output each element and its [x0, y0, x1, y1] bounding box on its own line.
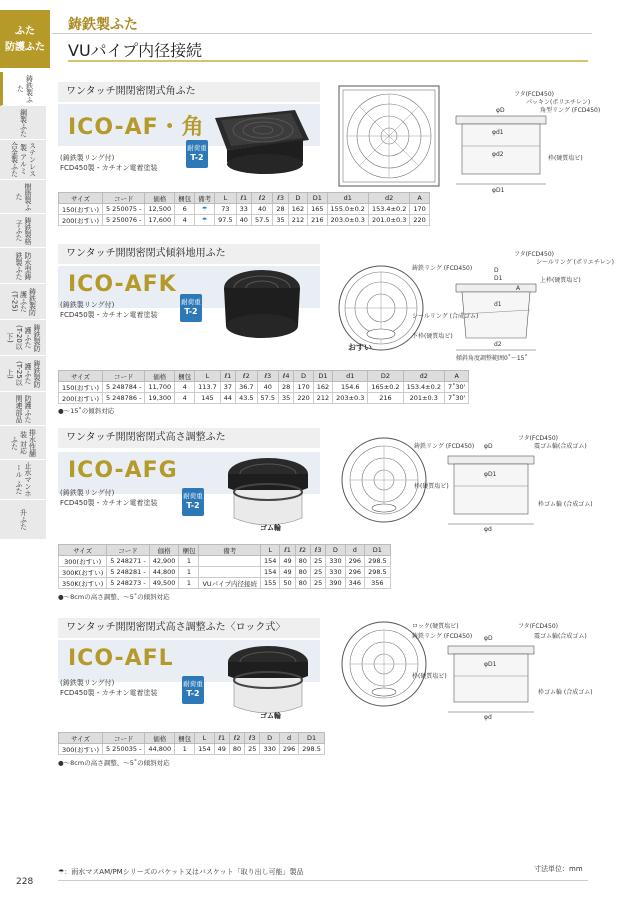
table-cell: 165±0.2 — [368, 382, 403, 393]
table-header-cell: D1 — [308, 193, 327, 204]
footnote: ☂：雨水マスAM/PMシリーズのバケット又はバスケット「取り出し可能」製品 — [58, 868, 304, 876]
sidebar-tab[interactable]: 升ふた — [0, 500, 46, 540]
drawing1-label-2: 角型リング (FCD450) — [540, 107, 601, 114]
table-cell: 44,800 — [149, 567, 179, 578]
table-cell: 80 — [295, 578, 310, 589]
table-header-cell: ℓ2 — [236, 371, 257, 382]
table-cell: 25 — [245, 744, 260, 755]
drawing2-label-10: d2 — [494, 341, 502, 348]
page-number: 228 — [16, 877, 34, 887]
table-cell: 12,500 — [145, 204, 175, 215]
table-header-cell: ℓ1 — [236, 193, 251, 204]
table-note-4: ●～8cmの高さ調整、～5˚の傾斜対応 — [58, 759, 170, 767]
spec-table-1 — [58, 192, 430, 226]
table-cell: 50 — [280, 578, 295, 589]
table-header-cell: D1 — [365, 545, 391, 556]
table-cell: 201±0.3 — [403, 393, 444, 404]
table-header-cell: サイズ — [59, 193, 103, 204]
product-note-2b: FCD450製・カチオン電着塗装 — [60, 311, 158, 319]
product-name-2: ICO-AFK — [68, 272, 177, 297]
table-cell: 35 — [279, 393, 294, 404]
table-cell: 296 — [279, 744, 298, 755]
table-header-cell: d — [345, 545, 364, 556]
drawing4-label-1: フタ(FCD450) — [518, 623, 558, 630]
table-header-cell: d2 — [368, 193, 409, 204]
table-cell: 154 — [195, 744, 214, 755]
table-cell: 220 — [410, 215, 429, 226]
table-cell: 80 — [295, 567, 310, 578]
drawing4-label-4: 枠(硬質塩ビ) — [412, 673, 447, 680]
table-cell: 216 — [368, 393, 403, 404]
table-cell: 113.7 — [195, 382, 221, 393]
table-cell: 1 — [179, 578, 199, 589]
table-header-cell: 梱包 — [175, 371, 195, 382]
table-header-cell: ℓ2 — [295, 545, 310, 556]
drawing3-label-5: φD — [484, 443, 493, 450]
table-cell: 300(おすい) — [59, 556, 107, 567]
drawing1-label-1: パッキン(ポリエチレン) — [526, 99, 591, 106]
table-cell: 25 — [310, 567, 325, 578]
table-header-cell: 備考 — [199, 545, 261, 556]
table-header-cell: サイズ — [59, 545, 107, 556]
table-header-cell: サイズ — [59, 371, 103, 382]
table-header-cell: d1 — [333, 371, 368, 382]
table-cell — [199, 567, 261, 578]
table-cell: 212 — [288, 215, 307, 226]
table-cell: 330 — [260, 744, 279, 755]
table-row — [59, 556, 391, 567]
table-header-cell: L — [195, 733, 214, 744]
product-note-2a: (鋳鉄製リング付) — [60, 301, 115, 309]
drawing2-label-0: フタ(FCD450) — [514, 251, 554, 258]
table-note-3: ●～8cmの高さ調整、～5˚の傾斜対応 — [58, 593, 170, 601]
table-header-cell: L — [215, 193, 236, 204]
table-cell: 298.5 — [365, 556, 391, 567]
drawing2-label-7: D — [494, 267, 499, 274]
product-name-1: ICO-AF・角 — [68, 115, 205, 140]
table-header-cell: D2 — [368, 371, 403, 382]
sidebar-tab[interactable]: 防護ふた 関連部品 — [0, 392, 46, 426]
table-header-cell: 梱包 — [175, 193, 195, 204]
badge-value: T-2 — [186, 501, 200, 510]
table-cell: 40 — [251, 204, 272, 215]
table-header-row — [59, 193, 430, 204]
table-cell: 330 — [326, 556, 345, 567]
product-band-4: ワンタッチ開閉密閉式高さ調整ふた〈ロック式〉 — [58, 618, 320, 638]
product-note-1b: FCD450製・カチオン電着塗装 — [60, 164, 158, 172]
table-header-cell: 梱包 — [175, 733, 195, 744]
drawing2-label-9: d1 — [494, 301, 502, 308]
drawing2-label-6: 傾斜角度調整範囲0˚～15˚ — [456, 355, 528, 362]
product-band-3: ワンタッチ開閉密閉式高さ調整ふた — [58, 428, 320, 448]
table-row — [59, 744, 325, 755]
product-note-3a: (鋳鉄製リング付) — [60, 489, 115, 497]
table-header-row — [59, 371, 469, 382]
table-cell: 153.4±0.2 — [368, 204, 409, 215]
sidebar-tab[interactable]: 排水性舗装 対応ふた — [0, 426, 46, 460]
drawing1-label-3: 枠(硬質塩ビ) — [548, 155, 583, 162]
table-cell — [199, 556, 261, 567]
table-header-cell: D — [260, 733, 279, 744]
table-cell: 73 — [215, 204, 236, 215]
table-cell: 6 — [175, 204, 195, 215]
table-header-cell: 備考 — [195, 193, 215, 204]
table-cell: 35 — [273, 215, 288, 226]
table-cell: 154.6 — [333, 382, 368, 393]
table-cell: 155.0±0.2 — [327, 204, 368, 215]
table-header-cell: A — [410, 193, 429, 204]
table-cell: 1 — [175, 744, 195, 755]
table-cell: 201.0±0.3 — [368, 215, 409, 226]
table-cell: 145 — [195, 393, 221, 404]
table-cell: 4 — [175, 382, 195, 393]
table-cell: 216 — [308, 215, 327, 226]
table-cell: 300K(おすい) — [59, 567, 107, 578]
table-header-cell: 価格 — [149, 545, 179, 556]
category-title: 鋳鉄製ふた — [68, 17, 138, 33]
drawing2-label-3: 上枠(硬質塩ビ) — [540, 277, 581, 284]
table-header-cell: D — [288, 193, 307, 204]
table-cell: 5 250075 - — [102, 204, 144, 215]
gold-divider — [68, 60, 588, 62]
table-cell: 4 — [175, 215, 195, 226]
table-row — [59, 578, 391, 589]
table-header-cell: D1 — [299, 733, 325, 744]
section-drawing-1 — [452, 86, 601, 194]
table-header-cell: ℓ3 — [273, 193, 288, 204]
table-cell: 200(おすい) — [59, 215, 103, 226]
table-cell: 44,800 — [145, 744, 175, 755]
table-row — [59, 204, 430, 215]
table-cell: 25 — [310, 578, 325, 589]
table-header-cell: ℓ3 — [245, 733, 260, 744]
table-cell: 5 248271 - — [107, 556, 149, 567]
drawing1-label-7: φD1 — [492, 187, 505, 194]
table-cell: 155 — [260, 578, 279, 589]
table-cell: 212 — [313, 393, 332, 404]
table-header-cell: L — [195, 371, 221, 382]
sidebar-tab[interactable]: 鋳鉄製防護ふた (T-25) — [0, 284, 46, 320]
table-cell: ☂ — [195, 204, 215, 215]
drawing4-label-2: 鋳鉄リング (FCD450) — [412, 633, 473, 640]
table-cell: 298.5 — [365, 567, 391, 578]
sidebar — [0, 0, 50, 900]
table-header-cell: コード — [107, 545, 149, 556]
page-subtitle: VUパイプ内径接続 — [68, 41, 203, 60]
sidebar-tab[interactable]: 鋳鉄製格子ふた — [0, 214, 46, 248]
product-band-1: ワンタッチ開閉密閉式角ふた — [58, 82, 320, 102]
drawing1-label-5: φd1 — [492, 129, 504, 136]
table-header-cell: 価格 — [145, 733, 175, 744]
rubber-label-3: ゴム輪 — [260, 524, 281, 532]
table-header-cell: ℓ2 — [251, 193, 272, 204]
product-photo-2 — [212, 262, 312, 348]
product-note-3b: FCD450製・カチオン電着塗装 — [60, 499, 158, 507]
table-header-row — [59, 733, 325, 744]
table-header-cell: D — [326, 545, 345, 556]
drawing3-label-1: 鋳鉄リング (FCD450) — [414, 443, 475, 450]
table-cell: 5 248273 - — [107, 578, 149, 589]
table-row — [59, 215, 430, 226]
table-cell: 330 — [326, 567, 345, 578]
drawing2-label-5: 下枠(硬質塩ビ) — [412, 333, 453, 340]
table-header-cell: D — [294, 371, 313, 382]
table-cell: 28 — [273, 204, 288, 215]
table-cell: 49 — [214, 744, 229, 755]
product-note-4a: (鋳鉄製リング付) — [60, 679, 115, 687]
table-header-cell: ℓ2 — [229, 733, 244, 744]
table-header-cell: コード — [102, 733, 144, 744]
product-name-3: ICO-AFG — [68, 458, 178, 483]
table-header-cell: L — [260, 545, 279, 556]
table-cell: 7˚30' — [444, 382, 468, 393]
table-cell: 57.5 — [251, 215, 272, 226]
table-header-cell: A — [444, 371, 468, 382]
drawing2-label-8: D1 — [494, 275, 503, 282]
table-cell: 5 250076 - — [102, 215, 144, 226]
badge-value: T-2 — [190, 153, 204, 162]
load-badge-4 — [182, 676, 204, 704]
product-note-4b: FCD450製・カチオン電着塗装 — [60, 689, 158, 697]
load-badge-2 — [180, 294, 202, 322]
table-cell: 44 — [220, 393, 235, 404]
table-header-cell: コード — [102, 193, 144, 204]
table-cell: 200(おすい) — [59, 393, 103, 404]
drawing4-label-8: φd — [484, 714, 492, 721]
table-cell: 80 — [295, 556, 310, 567]
table-note-2: ●～15˚の傾斜対応 — [58, 407, 115, 415]
table-header-cell: コード — [102, 371, 144, 382]
table-cell: 49 — [280, 556, 295, 567]
badge-label: 耐荷重 — [183, 492, 203, 500]
table-cell: 150(おすい) — [59, 204, 103, 215]
table-cell: 49 — [280, 567, 295, 578]
table-cell: 300(おすい) — [59, 744, 103, 755]
table-cell: 150(おすい) — [59, 382, 103, 393]
drawing2-label-1: 鋳鉄リング (FCD450) — [412, 265, 473, 272]
table-cell: 390 — [326, 578, 345, 589]
sidebar-tabs — [0, 72, 50, 540]
table-cell: 296 — [345, 556, 364, 567]
table-cell: 25 — [310, 556, 325, 567]
footer-divider — [58, 880, 588, 881]
table-header-cell: ℓ1 — [220, 371, 235, 382]
table-cell: ☂ — [195, 215, 215, 226]
table-cell: 40 — [257, 382, 278, 393]
drawing2-label-4: シールリング (合成ゴム) — [412, 313, 479, 320]
table-cell: 42,900 — [149, 556, 179, 567]
sidebar-tab[interactable]: 樹脂製ふた — [0, 180, 46, 214]
spec-table-2 — [58, 370, 469, 404]
table-cell: 350K(おすい) — [59, 578, 107, 589]
table-cell: 5 248784 - — [102, 382, 144, 393]
product-note-1a: (鋳鉄製リング付) — [60, 154, 115, 162]
badge-label: 耐荷重 — [187, 144, 207, 152]
table-cell: 1 — [179, 567, 199, 578]
table-cell: 170 — [294, 382, 313, 393]
drawing3-label-6: φD1 — [484, 471, 497, 478]
table-cell: 153.4±0.2 — [403, 382, 444, 393]
table-cell: 154 — [260, 567, 279, 578]
table-cell: 5 248281 - — [107, 567, 149, 578]
table-header-cell: D1 — [313, 371, 332, 382]
drawing4-label-0: ロック(硬質塩ビ) — [412, 623, 459, 630]
table-header-cell: ℓ1 — [280, 545, 295, 556]
product-band-2: ワンタッチ開閉密閉式傾斜地用ふた — [58, 244, 320, 264]
table-cell: 5 248786 - — [102, 393, 144, 404]
table-cell: 37 — [220, 382, 235, 393]
table-cell: 33 — [236, 204, 251, 215]
table-cell: 97.5 — [215, 215, 236, 226]
sidebar-tab[interactable]: 鋳鉄製防護ふた (T-20以下) — [0, 320, 46, 356]
table-header-cell: サイズ — [59, 733, 103, 744]
table-header-cell: ℓ3 — [310, 545, 325, 556]
badge-label: 耐荷重 — [181, 298, 201, 306]
badge-value: T-2 — [186, 689, 200, 698]
table-cell: 40 — [236, 215, 251, 226]
table-row — [59, 567, 391, 578]
table-row — [59, 382, 469, 393]
sidebar-top-line2: 防護ふた — [5, 42, 45, 53]
table-cell: 154 — [260, 556, 279, 567]
drawing4-label-3: 震ゴム輪(合成ゴム) — [534, 633, 587, 640]
table-cell: 4 — [175, 393, 195, 404]
table-header-cell: d — [279, 733, 298, 744]
table-header-cell: 価格 — [145, 371, 175, 382]
drawing2-label-2: シールリング (ポリエチレン) — [536, 259, 614, 266]
oil-label-2: おすい — [348, 343, 372, 352]
sidebar-tab[interactable]: ステンレス製 アルミ合金製ふた — [0, 140, 46, 180]
top-view-drawing-1 — [335, 82, 445, 194]
table-row — [59, 393, 469, 404]
table-header-cell: 価格 — [145, 193, 175, 204]
sidebar-category-block[interactable] — [0, 10, 50, 68]
table-cell: 1 — [179, 556, 199, 567]
spec-table-3 — [58, 544, 391, 589]
table-header-cell: ℓ3 — [257, 371, 278, 382]
drawing3-label-7: φd — [484, 526, 492, 533]
table-cell: 28 — [279, 382, 294, 393]
table-cell: 298.5 — [299, 744, 325, 755]
drawing4-label-6: φD — [484, 635, 493, 642]
drawing3-label-3: 枠(硬質塩ビ) — [414, 483, 449, 490]
section-drawing-4 — [412, 620, 593, 721]
drawing1-label-0: フタ(FCD450) — [514, 91, 554, 98]
drawing4-label-5: 枠ゴム輪 (合成ゴム) — [538, 689, 593, 696]
table-header-row — [59, 545, 391, 556]
table-cell: 11,700 — [145, 382, 175, 393]
sidebar-top-line1: ふた — [15, 26, 35, 37]
product-photo-1 — [205, 100, 315, 180]
drawing3-label-2: 震ゴム輪(合成ゴム) — [534, 443, 587, 450]
table-cell: 203±0.3 — [333, 393, 368, 404]
table-header-cell: d2 — [403, 371, 444, 382]
sidebar-tab[interactable]: 止水マンホール ふた — [0, 460, 46, 500]
table-cell: 162 — [313, 382, 332, 393]
drawing3-label-0: フタ(FCD450) — [518, 435, 558, 442]
table-cell: 7˚30' — [444, 393, 468, 404]
table-cell: 43.5 — [236, 393, 257, 404]
table-cell: 57.5 — [257, 393, 278, 404]
table-cell: 170 — [410, 204, 429, 215]
section-drawing-2 — [412, 248, 614, 362]
drawing2-label-11: A — [516, 285, 521, 292]
table-cell: VUパイプ内径接続 — [199, 578, 261, 589]
spec-table-4 — [58, 732, 325, 755]
badge-value: T-2 — [184, 307, 198, 316]
table-cell: 165 — [308, 204, 327, 215]
drawing1-label-6: φd2 — [492, 151, 504, 158]
table-cell: 5 250035 - — [102, 744, 144, 755]
drawing1-label-4: φD — [496, 107, 505, 114]
table-cell: 346 — [345, 578, 364, 589]
table-cell: 19,300 — [145, 393, 175, 404]
table-cell: 356 — [365, 578, 391, 589]
drawing3-label-4: 枠ゴム輪 (合成ゴム) — [538, 501, 593, 508]
table-header-cell: 梱包 — [179, 545, 199, 556]
table-header-cell: d1 — [327, 193, 368, 204]
sidebar-tab[interactable]: 鋳鉄製防護ふた (T-25以上) — [0, 356, 46, 392]
table-cell: 296 — [345, 567, 364, 578]
header-divider — [52, 33, 592, 34]
table-cell: 36.7 — [236, 382, 257, 393]
table-header-cell: ℓ4 — [279, 371, 294, 382]
sidebar-tab[interactable]: 鋼製ふた — [0, 106, 46, 140]
unit-note: 寸法単位：mm — [534, 865, 583, 873]
table-cell: 203.0±0.3 — [327, 215, 368, 226]
table-cell: 49,500 — [149, 578, 179, 589]
rubber-label-4: ゴム輪 — [260, 712, 281, 720]
badge-label: 耐荷重 — [183, 680, 203, 688]
load-badge-3 — [182, 488, 204, 516]
sidebar-tab[interactable]: 防水型鋳鉄製ふた — [0, 248, 46, 284]
table-cell: 80 — [229, 744, 244, 755]
table-header-cell: ℓ1 — [214, 733, 229, 744]
table-cell: 162 — [288, 204, 307, 215]
product-name-4: ICO-AFL — [68, 646, 174, 671]
table-cell: 17,600 — [145, 215, 175, 226]
section-drawing-3 — [414, 432, 593, 533]
drawing4-label-7: φD1 — [484, 661, 497, 668]
sidebar-tab[interactable]: 鋳鉄製ふた — [0, 72, 46, 106]
table-cell: 220 — [294, 393, 313, 404]
